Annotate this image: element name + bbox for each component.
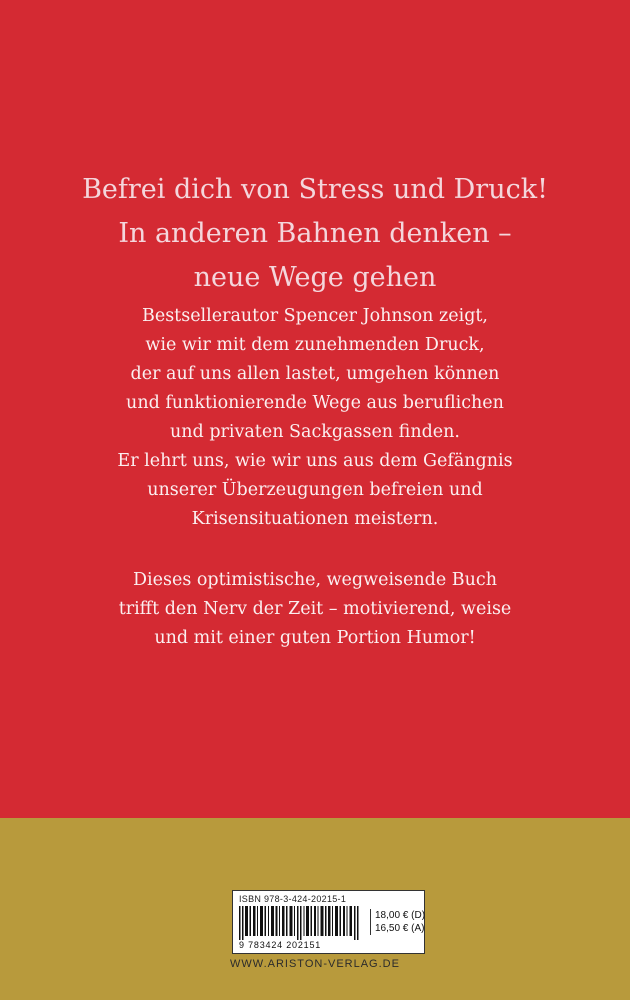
headline-line: Befrei dich von Stress und Druck! (82, 174, 548, 205)
tagline-paragraph (0, 566, 630, 653)
description-paragraph (0, 302, 630, 534)
headline-line: neue Wege gehen (193, 262, 437, 293)
text-line: Krisensituationen meistern. (191, 509, 439, 529)
price-austria: 16,50 € (A) (375, 923, 425, 934)
text-line: Bestsellerautor Spencer Johnson zeigt, (141, 306, 488, 326)
text-line: und funktionierende Wege aus beruflichen (126, 393, 504, 413)
barcode-icon (239, 906, 365, 940)
price-block (370, 909, 425, 935)
barcode-box (232, 890, 425, 954)
text-line: und mit einer guten Portion Humor! (154, 628, 476, 648)
price-germany: 18,00 € (D) (375, 910, 426, 921)
text-line: Er lehrt uns, wie wir uns aus dem Gefängnis (117, 451, 513, 471)
text-line: der auf uns allen lastet, umgehen können (130, 364, 500, 384)
barcode-digits: 9 783424 202151 (239, 940, 322, 950)
isbn-label: ISBN 978-3-424-20215-1 (239, 894, 347, 904)
text-line: und privaten Sackgassen finden. (170, 422, 460, 442)
publisher-website: WWW.ARISTON-VERLAG.DE (230, 958, 400, 970)
headline-line: In anderen Bahnen denken – (118, 218, 512, 249)
text-line: unserer Überzeugungen befreien und (147, 480, 483, 500)
headline (0, 168, 630, 300)
text-line: Dieses optimistische, wegweisende Buch (133, 570, 497, 590)
text-line: trifft den Nerv der Zeit – motivierend, weise (118, 599, 512, 619)
text-line: wie wir mit dem zunehmenden Druck, (145, 335, 485, 355)
